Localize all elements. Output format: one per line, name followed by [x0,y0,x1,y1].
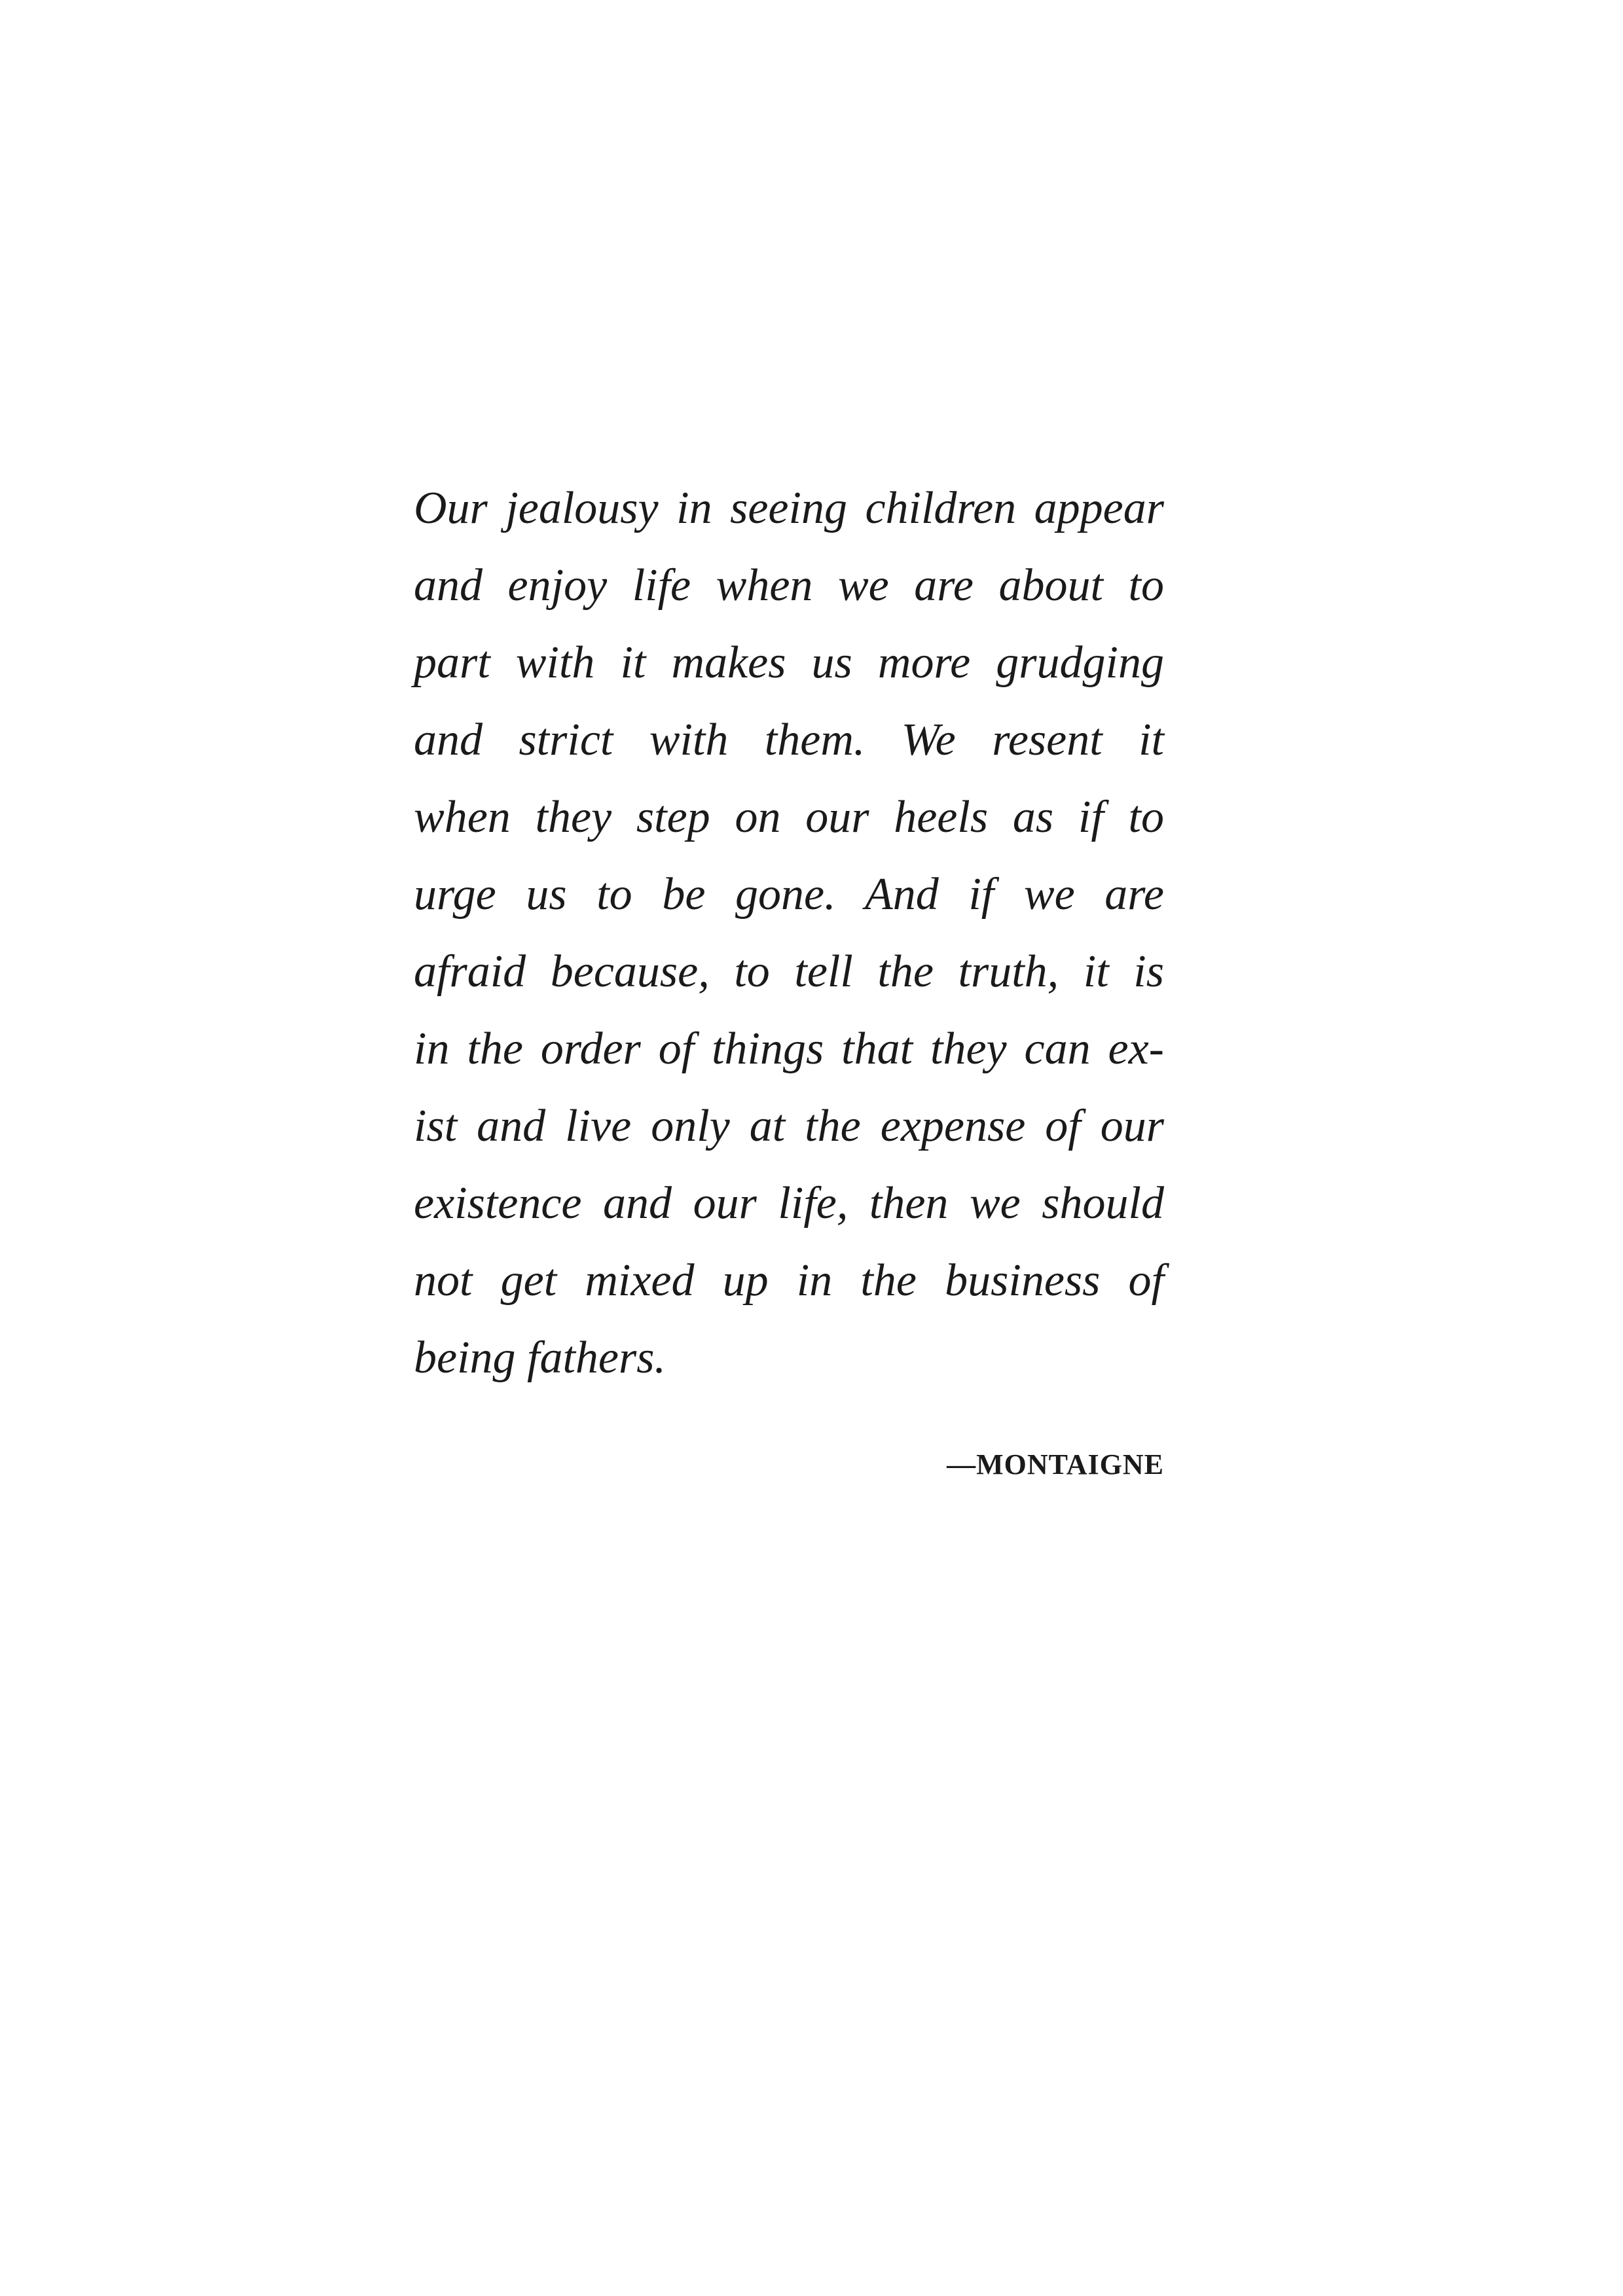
quote-line: in the order of things that they can ex- [414,1024,1164,1074]
quote-line: ist and live only at the expense of our [414,1101,1164,1151]
quote-line: when they step on our heels as if to [414,792,1164,842]
quote-line: being fathers. [414,1333,666,1383]
quote-line: part with it makes us more grudging [414,637,1164,688]
quote-line: Our jealousy in seeing children appear [414,483,1164,533]
epigraph-quote [414,470,1164,1397]
attribution: —MONTAIGNE [947,1448,1164,1480]
quote-line: existence and our life, then we should [414,1178,1164,1229]
quote-line: and strict with them. We resent it [414,715,1164,765]
quote-line: afraid because, to tell the truth, it is [414,946,1164,997]
quote-line: not get mixed up in the business of [414,1255,1164,1306]
quote-line: and enjoy life when we are about to [414,560,1164,611]
quote-line: urge us to be gone. And if we are [414,869,1164,920]
